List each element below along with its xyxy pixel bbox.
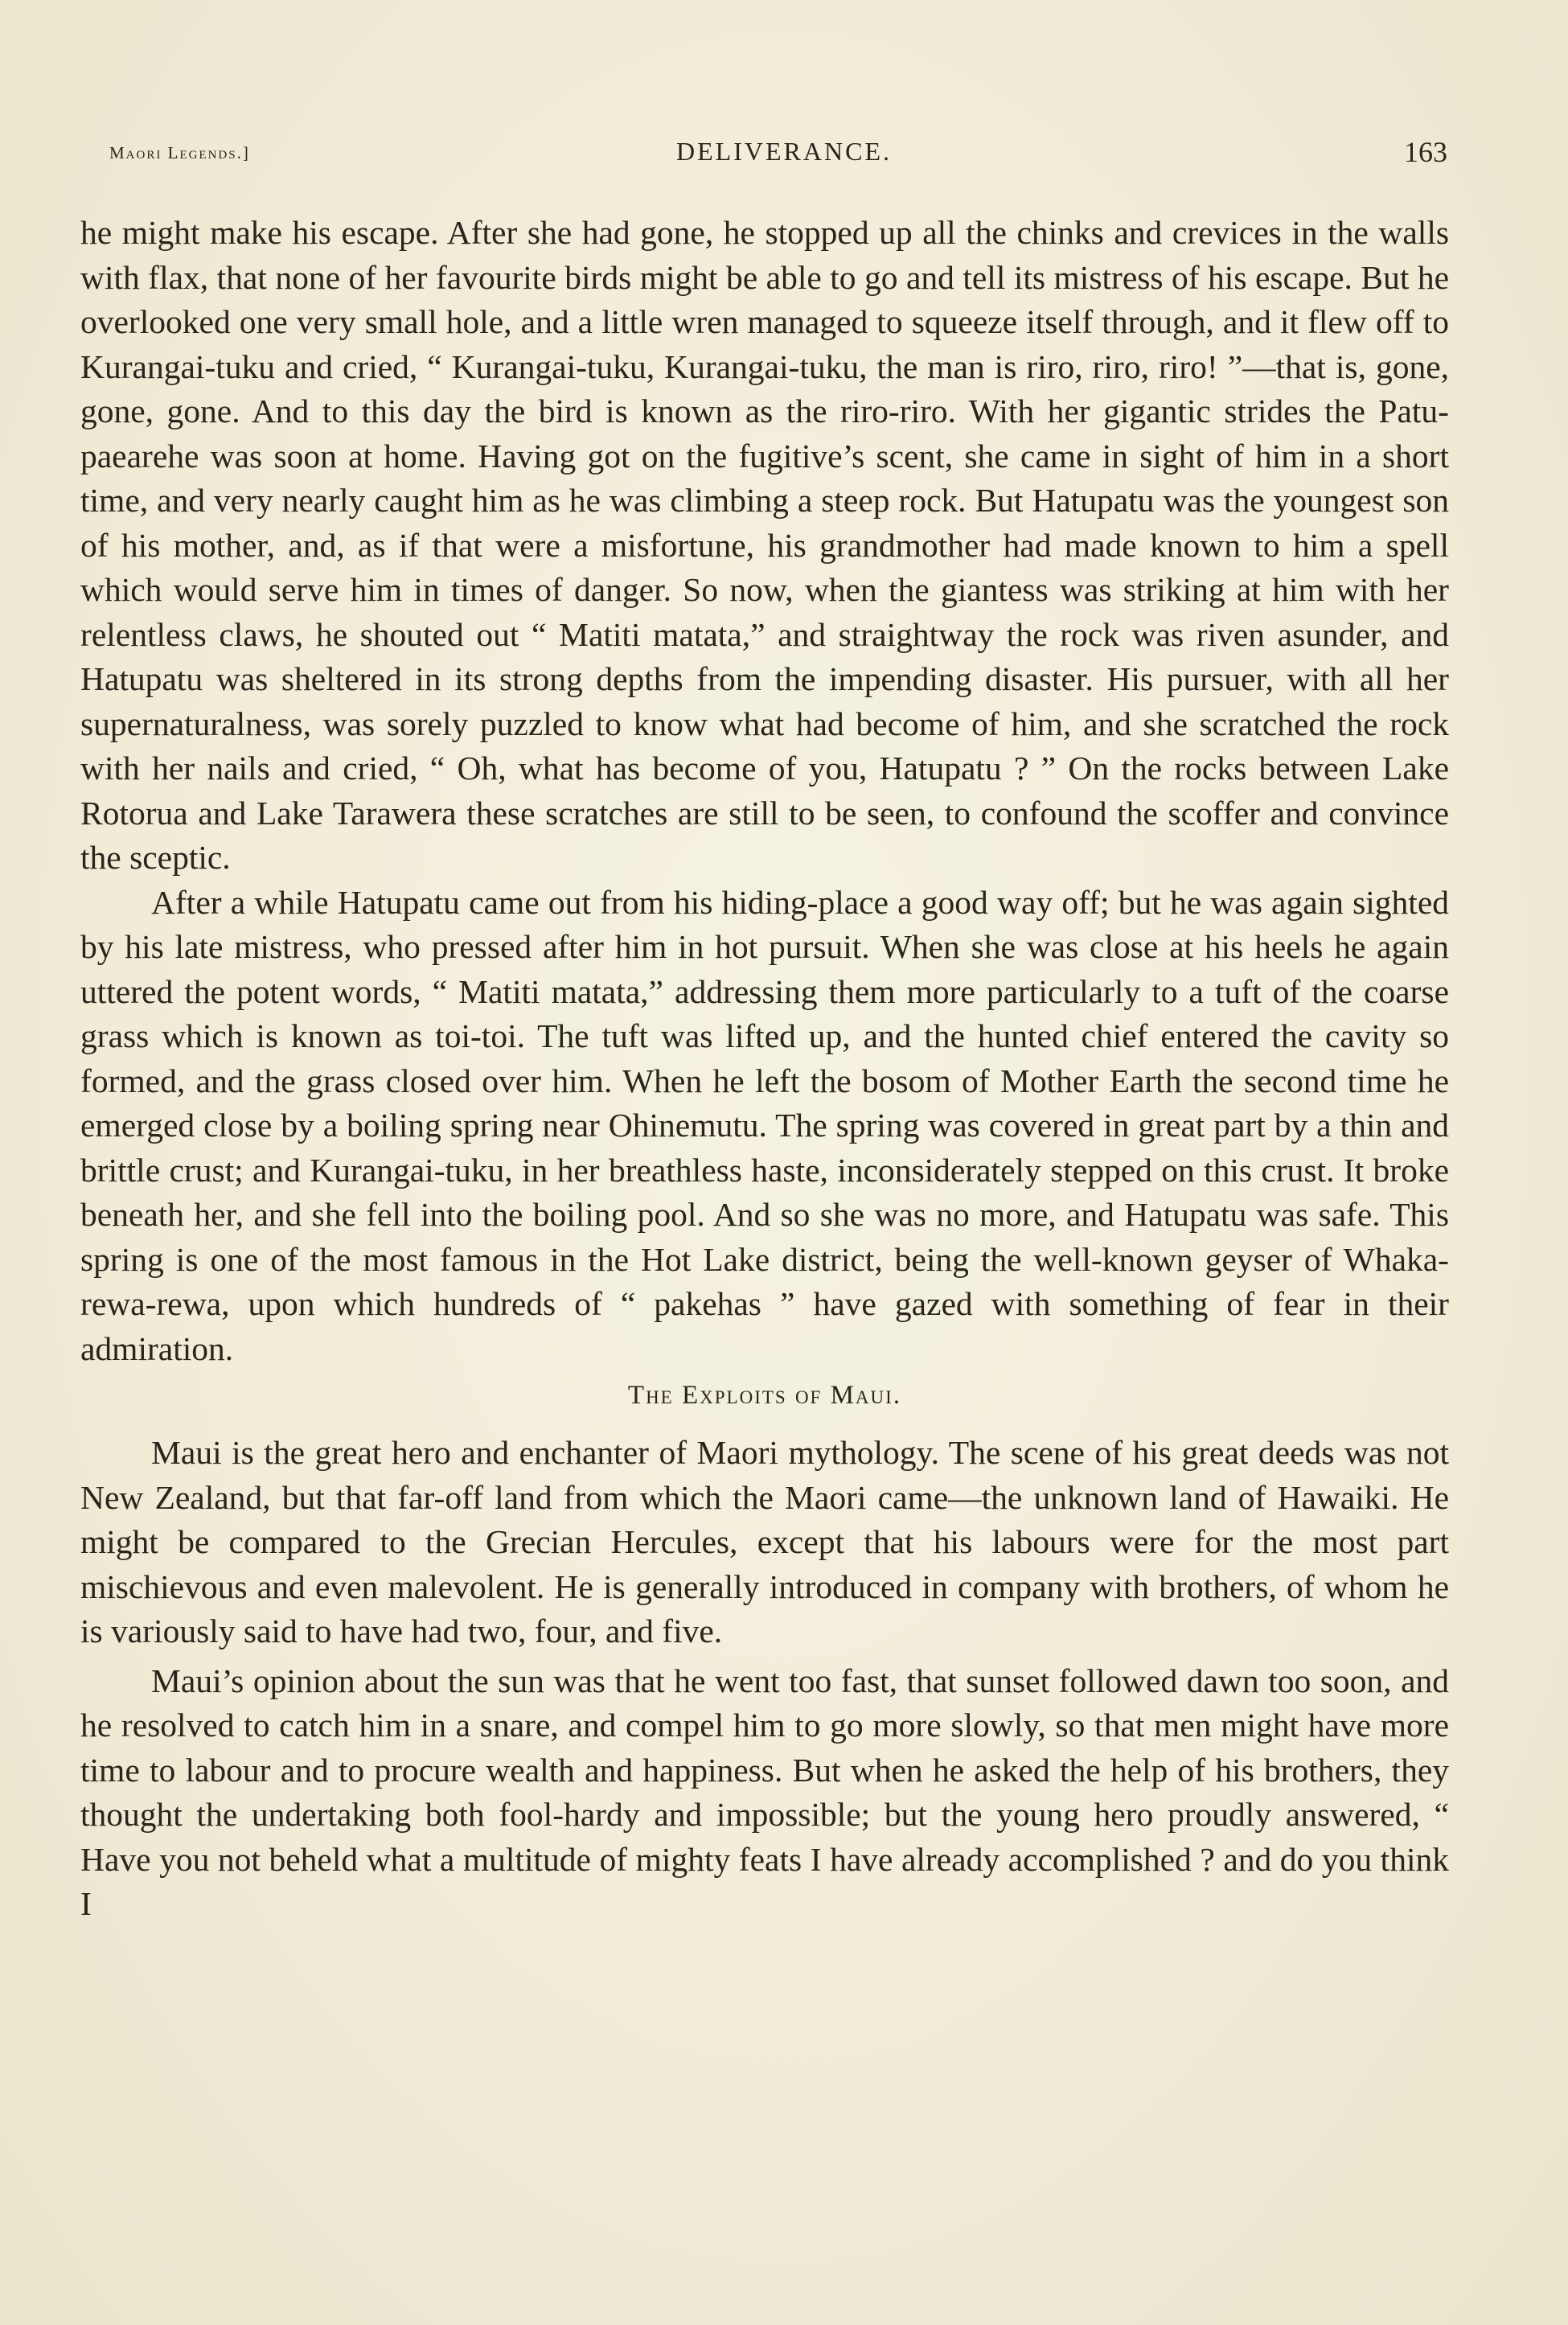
paragraph: Maui’s opinion about the sun was that he went too fast, that sunset followed dawn too soon, and he resolved to catch him in a snare, and compel him to go more slowly, so that men might have more time to labour and to procure wealth and happiness. But when he asked the help of his brothers, they thought the undertaking both fool-hardy and impossible; but the young hero proudly answered, “ Have you not beheld what a multitude of mighty feats I have already accomplished ? and do you think I (80, 1662, 1449, 1922)
section-heading (80, 1378, 1449, 1413)
paragraph-continued: he might make his escape. After she had gone, he stopped up all the chinks and crevices in the walls with flax, that none of her favourite birds might be able to go and tell its mistress of his escape. But he overlooked one very small hole, and a little wren managed to squeeze itself through, and it flew off to Kurangai-tuku and cried, “ Kurangai-tuku, Kurangai-tuku, the man is riro, riro, riro! ”—that is, gone, gone, gone. And to this day the bird is known as the riro-riro. With her gigantic strides the Patu-paearehe was soon at home. Having got on the fugitive’s scent, she came in sight of him in a short time, and very nearly caught him as he was climbing a steep rock. But Hatupatu was the youngest son of his mother, and, as if that were a misfortune, his grandmother had made known to him a spell which would serve him in times of danger. So now, when the giantess was striking at him with her relentless claws, he shouted out “ Matiti matata,” and straightway the rock was riven asunder, and Hatupatu was sheltered in its strong depths from the impending disaster. His pursuer, with all her supernaturalness, was sorely puzzled to know what had become of him, and she scratched the rock with her nails and cried, “ Oh, what has become of you, Hatupatu ? ” On the rocks between Lake Rotorua and Lake Tarawera these scratches are still to be seen, to confound the scoffer and convince the sceptic. (80, 214, 1449, 876)
page-number: 163 (1404, 136, 1447, 168)
running-head (80, 137, 1488, 177)
paragraph: Maui is the great hero and enchanter of Maori mythology. The scene of his great deeds was not New Zealand, but that far-off land from which the Maori came—the unknown land of Hawaiki. He might be compared to the Grecian Hercules, except that his labours were for the most part mischievous and even malevolent. He is generally introduced in company with brothers, of whom he is variously said to have had two, four, and five. (80, 1434, 1449, 1649)
chapter-title-header: DELIVERANCE. (676, 137, 892, 166)
paragraph: After a while Hatupatu came out from his hiding-place a good way off; but he was again sighted by his late mistress, who pressed after him in hot pursuit. When she was close at his heels he again uttered the potent words, “ Matiti matata,” addressing them more particularly to a tuft of the coarse grass which is known as toi-toi. The tuft was lifted up, and the hunted chief entered the cavity so formed, and the grass closed over him. When he left the bosom of Mother Earth the second time he emerged close by a boiling spring near Ohinemutu. The spring was covered in great part by a thin and brittle crust; and Kurangai-tuku, in her breathless haste, inconsiderately stepped on this crust. It broke beneath her, and she fell into the boiling pool. And so she was no more, and Hatupatu was safe. This spring is one of the most famous in the Hot Lake district, being the well-known geyser of Whaka-rewa-rewa, upon which hundreds of “ pakehas ” have gazed with something of fear in their admiration. (80, 883, 1449, 1367)
body-text (80, 211, 1449, 1927)
book-title-header: Maori Legends.] (109, 143, 250, 162)
section-heading-text: The Exploits of Maui. (627, 1381, 902, 1410)
